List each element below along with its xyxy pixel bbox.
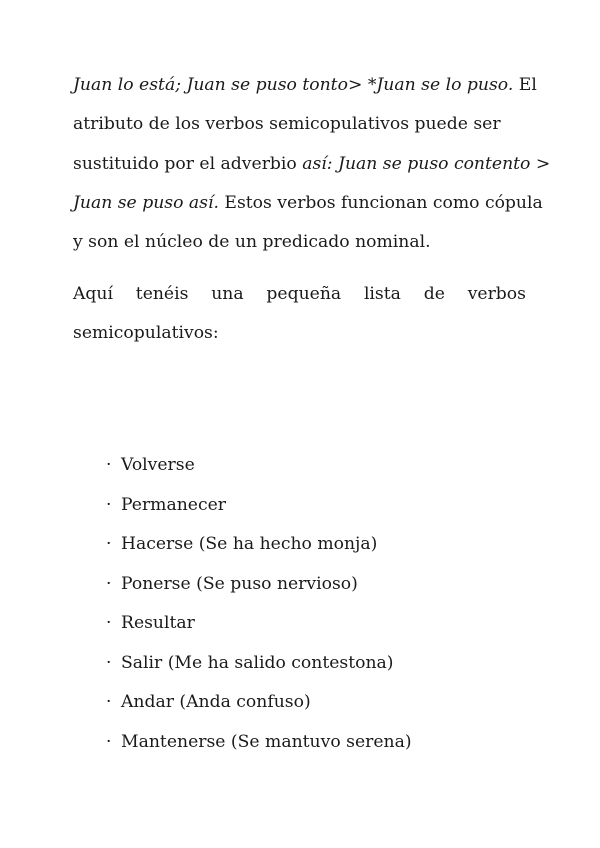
word: una [211,284,244,304]
paragraph-line: atributo de los verbos semicopulativos puede ser [73,114,501,135]
verb-text: Mantenerse (Se mantuvo serena) [121,731,412,752]
paragraph-line [73,184,543,223]
verb-text: Salir (Me ha salido contestona) [121,652,394,673]
verb-text: Ponerse (Se puso nervioso) [121,573,358,594]
bullet-icon: · [106,692,112,712]
list-item [106,565,412,605]
bullet-icon: · [106,573,112,594]
text-run: > [530,153,551,174]
list-item [106,644,412,684]
list-item [106,525,412,565]
word: tenéis [135,284,189,304]
list-item [106,446,412,486]
bullet-icon: · [106,494,112,515]
paragraph-line [73,145,551,184]
bullet-icon: · [106,534,112,554]
verb-text: Permanecer [121,494,226,515]
word: lista [363,284,401,304]
verb-text: Andar (Anda confuso) [121,692,311,712]
bullet-icon: · [106,613,112,633]
list-item [106,604,412,644]
list-item [106,723,412,763]
paragraph-line [73,275,526,314]
verb-text: Hacerse (Se ha hecho monja) [121,534,378,554]
word: pequeña [266,284,342,304]
list-item [106,486,412,526]
bullet-icon: · [106,731,112,752]
semicopulative-verb-list [106,446,412,762]
list-item [106,683,412,723]
paragraph-verbs-explanation [73,66,551,262]
text-run: sustituido por el adverbio [73,153,303,174]
bullet-icon: · [106,455,112,475]
example-italic: *Juan se lo puso. [367,75,514,95]
verb-text: Resultar [121,613,195,633]
text-run: El [513,75,537,95]
text-run: > [347,75,368,95]
paragraph-line: semicopulativos: [73,323,219,344]
word: Aquí [73,284,113,304]
example-italic: Juan lo está; Juan se puso tonto [73,75,348,95]
text-run: Estos verbos funcionan como cópula [218,192,543,213]
example-italic: Juan se puso así. [73,192,219,213]
word: de [423,284,445,304]
word: verbos [467,284,526,304]
bullet-icon: · [106,652,112,673]
example-italic: así: Juan se puso contento [302,153,531,174]
paragraph-list-intro [73,275,526,354]
verb-text: Volverse [121,455,195,475]
paragraph-line [73,66,537,105]
paragraph-line: y son el núcleo de un predicado nominal. [73,232,431,253]
